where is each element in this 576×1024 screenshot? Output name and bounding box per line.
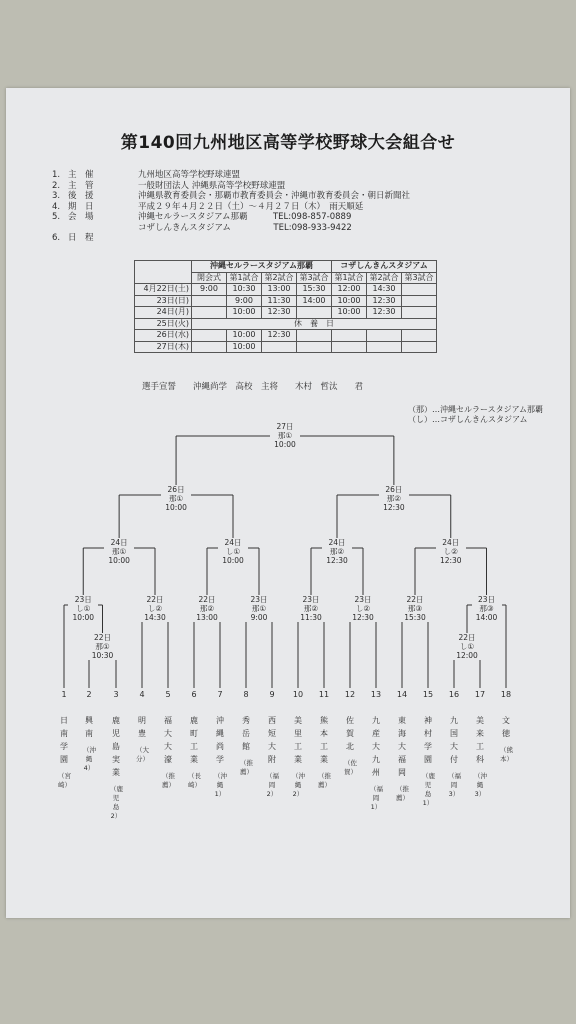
team-entry bbox=[136, 688, 148, 764]
team-entry bbox=[266, 688, 278, 799]
match-label-r1e bbox=[296, 595, 326, 622]
schedule-time: 10:30 bbox=[227, 284, 262, 296]
schedule-time: 13:00 bbox=[262, 284, 297, 296]
team-entry bbox=[214, 688, 226, 799]
schedule-time: 10:00 bbox=[332, 307, 367, 319]
match-label-line: 22日 bbox=[93, 633, 112, 642]
schedule-time: 12:00 bbox=[332, 284, 367, 296]
spacer bbox=[58, 701, 70, 714]
match-label-line: 14:30 bbox=[144, 613, 166, 622]
match-label-qf3 bbox=[322, 538, 352, 565]
team-number: 2 bbox=[86, 690, 92, 699]
team-number: 6 bbox=[191, 690, 197, 699]
match-label-line: 10:00 bbox=[108, 556, 130, 565]
header-num: 3. bbox=[52, 191, 61, 201]
team-name-char: 九 bbox=[372, 755, 380, 764]
team-name-char: 尚 bbox=[216, 742, 224, 751]
match-label-r1b bbox=[140, 595, 170, 622]
team-number: 17 bbox=[474, 690, 486, 699]
team-number: 15 bbox=[422, 690, 434, 699]
team-name-char: 徳 bbox=[502, 729, 510, 738]
slot-header: 第3試合 bbox=[297, 272, 332, 284]
schedule-time: 10:00 bbox=[227, 341, 262, 353]
schedule-date: 24日(月) bbox=[135, 307, 192, 319]
match-label-r1g bbox=[400, 595, 430, 622]
schedule-time: 9:00 bbox=[192, 284, 227, 296]
spacer bbox=[396, 701, 408, 714]
schedule-time: 14:30 bbox=[367, 284, 402, 296]
schedule-date: 4月22日(土) bbox=[135, 284, 192, 296]
team-name-char: 沖 bbox=[216, 716, 224, 725]
match-label-line: し① bbox=[76, 604, 91, 613]
header-label: 主 催 bbox=[68, 170, 94, 180]
spacer bbox=[422, 701, 434, 714]
team-name-char: 豊 bbox=[138, 729, 146, 738]
team-entry bbox=[370, 688, 382, 812]
venue-header: コザしんきんスタジアム bbox=[332, 261, 437, 273]
team-name-char: 学 bbox=[424, 742, 432, 751]
spacer bbox=[162, 701, 174, 714]
match-label-line: 那② bbox=[329, 547, 345, 556]
team-name-char: 州 bbox=[372, 768, 380, 777]
schedule-time: 12:30 bbox=[262, 307, 297, 319]
match-label-line: 23日 bbox=[354, 595, 372, 604]
match-label-line: 那② bbox=[386, 494, 401, 503]
match-label-line: 23日 bbox=[302, 595, 320, 604]
team-name-char: 岳 bbox=[242, 729, 250, 738]
team-name-char: 工 bbox=[294, 742, 302, 751]
spacer bbox=[370, 701, 382, 714]
team-name-char: 村 bbox=[424, 729, 432, 738]
schedule-time: 12:30 bbox=[262, 330, 297, 342]
match-label-sf2 bbox=[379, 485, 409, 512]
team-name-char: 工 bbox=[320, 742, 328, 751]
team-name-char: 大 bbox=[450, 742, 458, 751]
slot-header: 第3試合 bbox=[402, 272, 437, 284]
team-name-char: 園 bbox=[424, 755, 432, 764]
team-name-char: 業 bbox=[112, 768, 120, 777]
team-name-char: 島 bbox=[112, 742, 120, 751]
team-name-char: 濠 bbox=[164, 755, 172, 764]
match-label-r1a bbox=[68, 595, 98, 622]
match-label-line: し② bbox=[355, 604, 371, 613]
schedule-date: 26日(水) bbox=[135, 330, 192, 342]
match-label-line: 24日 bbox=[224, 538, 242, 547]
match-label-line: 23日 bbox=[250, 595, 268, 604]
team-name-char: 明 bbox=[138, 716, 146, 725]
spacer bbox=[292, 701, 304, 714]
team-prefecture: （推薦） bbox=[318, 772, 331, 789]
team-number: 5 bbox=[165, 690, 171, 699]
match-label-line: 14:00 bbox=[475, 613, 498, 622]
schedule-time: 9:00 bbox=[227, 295, 262, 307]
team-number: 10 bbox=[292, 690, 304, 699]
match-label-line: し① bbox=[459, 642, 475, 651]
team-name-char: 九 bbox=[372, 716, 380, 725]
match-label-line: 26日 bbox=[167, 485, 185, 494]
team-prefecture: （沖縄2） bbox=[292, 772, 305, 798]
match-label-line: 10:00 bbox=[165, 503, 187, 512]
spacer bbox=[474, 701, 486, 714]
team-prefecture: （沖縄4） bbox=[83, 746, 96, 772]
slot-header: 開会式 bbox=[192, 272, 227, 284]
team-entry bbox=[448, 688, 460, 799]
team-name-char: 館 bbox=[242, 742, 250, 751]
match-label-line: 13:00 bbox=[196, 613, 218, 622]
match-label-line: 那① bbox=[112, 547, 127, 556]
team-prefecture: （推薦） bbox=[162, 772, 175, 789]
team-name-char: 福 bbox=[164, 716, 172, 725]
team-entry bbox=[500, 688, 512, 764]
team-entry bbox=[396, 688, 408, 803]
team-entry bbox=[240, 688, 252, 777]
slot-header: 第2試合 bbox=[367, 272, 402, 284]
match-label-line: 22日 bbox=[406, 595, 424, 604]
legend-koza: （し）…コザしんきんスタジアム bbox=[408, 415, 528, 424]
match-label-line: 那① bbox=[168, 494, 184, 503]
header-label: 主 管 bbox=[68, 180, 94, 191]
match-label-line: 12:30 bbox=[383, 503, 405, 512]
team-prefecture: （福岡2） bbox=[266, 772, 279, 798]
tournament-sheet bbox=[6, 88, 570, 918]
match-label-r1f bbox=[348, 595, 378, 622]
team-number: 11 bbox=[318, 690, 330, 699]
match-label-sf1 bbox=[161, 485, 191, 512]
team-name-char: 神 bbox=[424, 716, 432, 725]
team-prefecture: （長崎） bbox=[188, 772, 201, 789]
team-prefecture: （沖縄1） bbox=[214, 772, 227, 798]
spacer bbox=[240, 701, 252, 714]
team-prefecture: （沖縄3） bbox=[474, 772, 487, 798]
team-prefecture: （熊本） bbox=[500, 746, 513, 763]
match-label-line: 12:30 bbox=[439, 556, 462, 565]
header-value: 一般財団法人 沖縄県高等学校野球連盟 bbox=[138, 180, 286, 191]
spacer bbox=[318, 701, 330, 714]
spacer bbox=[344, 701, 356, 714]
header-num: 6. bbox=[52, 233, 61, 243]
team-prefecture: （福岡1） bbox=[370, 785, 383, 811]
team-name-char: 興 bbox=[85, 716, 93, 725]
team-prefecture: （福岡3） bbox=[448, 772, 461, 798]
match-label-line: 24日 bbox=[328, 538, 346, 547]
team-prefecture: （鹿児島2） bbox=[110, 785, 123, 820]
team-entry bbox=[292, 688, 304, 799]
header-label: 後 援 bbox=[68, 191, 94, 201]
team-number: 3 bbox=[113, 690, 119, 699]
spacer bbox=[214, 701, 226, 714]
header-num: 1. bbox=[52, 170, 61, 180]
header-num: 5. bbox=[52, 212, 61, 222]
team-name-char: 南 bbox=[60, 729, 68, 738]
team-name-char: 文 bbox=[502, 716, 510, 725]
match-label-line: 那① bbox=[251, 604, 267, 613]
team-name-char: 賀 bbox=[346, 729, 354, 738]
team-name-char: 国 bbox=[450, 729, 458, 738]
match-label-r1c bbox=[192, 595, 222, 622]
header-value: 沖縄県教育委員会・那覇市教育委員会・沖縄市教育委員会・朝日新聞社 bbox=[138, 191, 411, 201]
page-title: 第140回九州地区高等学校野球大会組合せ bbox=[120, 133, 456, 153]
team-name-char: 鹿 bbox=[112, 716, 120, 725]
header-label: 会 場 bbox=[68, 212, 94, 222]
team-name-char: 実 bbox=[112, 755, 120, 764]
match-label-line: 那③ bbox=[479, 604, 494, 613]
match-label-line: 那② bbox=[303, 604, 319, 613]
team-name-char: 熊 bbox=[320, 716, 328, 725]
schedule-time: 10:00 bbox=[227, 307, 262, 319]
team-name-char: 大 bbox=[268, 742, 276, 751]
team-entry bbox=[422, 688, 434, 808]
match-label-line: し② bbox=[443, 547, 458, 556]
match-label-line: 22日 bbox=[458, 633, 476, 642]
slot-header: 第2試合 bbox=[262, 272, 297, 284]
team-number: 18 bbox=[500, 690, 512, 699]
team-number: 16 bbox=[448, 690, 460, 699]
team-entry bbox=[474, 688, 486, 799]
schedule-time: 12:30 bbox=[367, 307, 402, 319]
team-name-char: 美 bbox=[476, 716, 484, 725]
slot-header: 第1試合 bbox=[332, 272, 367, 284]
match-label-line: し① bbox=[225, 547, 241, 556]
team-name-char: 秀 bbox=[242, 716, 250, 725]
spacer bbox=[110, 701, 122, 714]
spacer bbox=[188, 701, 200, 714]
slot-header: 第1試合 bbox=[227, 272, 262, 284]
team-entry bbox=[318, 688, 330, 790]
team-name-char: 里 bbox=[294, 729, 302, 738]
team-entry bbox=[344, 688, 356, 777]
team-name-char: 大 bbox=[398, 742, 406, 751]
match-label-line: 15:30 bbox=[404, 613, 426, 622]
team-name-char: 児 bbox=[112, 729, 120, 738]
team-name-char: 本 bbox=[320, 729, 328, 738]
legend-naha: （那）…沖縄セルラースタジアム那覇 bbox=[408, 405, 544, 414]
match-label-line: 12:30 bbox=[352, 613, 374, 622]
team-prefecture: （佐賀） bbox=[344, 759, 357, 776]
team-name-char: 東 bbox=[398, 716, 406, 725]
venue-header: 沖縄セルラースタジアム那覇 bbox=[192, 261, 332, 273]
spacer bbox=[448, 701, 460, 714]
match-label-line: 26日 bbox=[385, 485, 403, 494]
schedule-date: 27日(木) bbox=[135, 341, 192, 353]
match-label-line: 9:00 bbox=[250, 613, 268, 622]
team-prefecture: （宮崎） bbox=[58, 772, 71, 789]
match-label-line: 24日 bbox=[110, 538, 128, 547]
team-name-char: 縄 bbox=[216, 729, 224, 738]
team-name-char: 海 bbox=[398, 729, 406, 738]
team-name-char: 業 bbox=[320, 755, 328, 764]
team-number: 13 bbox=[370, 690, 382, 699]
match-label-pre1 bbox=[88, 633, 118, 660]
team-name-char: 大 bbox=[164, 742, 172, 751]
header-value: 平成２９年４月２２日（土）〜４月２７日（木） 雨天順延 bbox=[138, 201, 364, 212]
team-name-char: 学 bbox=[60, 742, 68, 751]
header-label: 期 日 bbox=[68, 201, 94, 212]
match-label-final bbox=[270, 422, 300, 449]
match-label-qf1 bbox=[104, 538, 134, 565]
team-name-char: 大 bbox=[372, 742, 380, 751]
spacer bbox=[500, 701, 512, 714]
player-oath: 選手宣誓 沖縄尚学 高校 主将 木村 哲汰 君 bbox=[142, 382, 364, 392]
match-label-line: 23日 bbox=[74, 595, 92, 604]
team-prefecture: （大分） bbox=[136, 746, 149, 763]
team-number: 9 bbox=[269, 690, 275, 699]
match-label-line: 11:30 bbox=[300, 613, 322, 622]
team-name-char: 業 bbox=[190, 755, 198, 764]
team-number: 14 bbox=[396, 690, 408, 699]
team-name-char: 付 bbox=[450, 755, 458, 764]
match-label-line: 那② bbox=[199, 604, 215, 613]
match-label-line: し② bbox=[147, 604, 163, 613]
header-num: 4. bbox=[52, 201, 61, 212]
rest-day: 休 養 日 bbox=[192, 318, 437, 330]
match-label-line: 10:00 bbox=[274, 440, 296, 449]
team-name-char: 来 bbox=[476, 729, 484, 738]
team-name-char: 科 bbox=[476, 755, 484, 764]
schedule-date: 23日(日) bbox=[135, 295, 192, 307]
match-label-r1h bbox=[472, 595, 502, 622]
schedule-time: 10:00 bbox=[227, 330, 262, 342]
team-number: 8 bbox=[243, 690, 249, 699]
schedule-date: 25日(火) bbox=[135, 318, 192, 330]
team-name-char: 産 bbox=[372, 729, 380, 738]
team-name-char: 工 bbox=[476, 742, 484, 751]
match-label-pre2 bbox=[452, 633, 482, 660]
match-label-line: 24日 bbox=[442, 538, 460, 547]
team-number: 12 bbox=[344, 690, 356, 699]
team-number: 7 bbox=[217, 690, 223, 699]
header-num: 2. bbox=[52, 180, 61, 191]
match-label-r1d bbox=[244, 595, 274, 622]
match-label-line: 10:30 bbox=[91, 651, 114, 660]
team-name-char: 附 bbox=[268, 755, 276, 764]
spacer bbox=[83, 701, 95, 714]
team-prefecture: （推薦） bbox=[396, 785, 409, 802]
team-name-char: 業 bbox=[294, 755, 302, 764]
spacer bbox=[136, 701, 148, 714]
schedule-time: 10:00 bbox=[332, 295, 367, 307]
schedule-time: 11:30 bbox=[262, 295, 297, 307]
header-value: 沖縄セルラースタジアム那覇 TEL:098-857-0889 bbox=[138, 212, 352, 222]
team-name-char: 佐 bbox=[346, 716, 354, 725]
team-entry bbox=[188, 688, 200, 790]
team-name-char: 西 bbox=[268, 716, 276, 725]
team-name-char: 園 bbox=[60, 755, 68, 764]
team-entry bbox=[110, 688, 122, 821]
team-entry bbox=[58, 688, 70, 790]
match-label-line: 12:30 bbox=[326, 556, 348, 565]
header-value: 九州地区高等学校野球連盟 bbox=[138, 170, 241, 180]
match-label-line: 那① bbox=[277, 431, 293, 440]
team-name-char: 日 bbox=[60, 716, 68, 725]
team-name-char: 学 bbox=[216, 755, 224, 764]
team-name-char: 大 bbox=[164, 729, 172, 738]
schedule-time: 15:30 bbox=[297, 284, 332, 296]
team-name-char: 短 bbox=[268, 729, 276, 738]
team-prefecture: （推薦） bbox=[240, 759, 253, 776]
schedule-time: 12:30 bbox=[367, 295, 402, 307]
team-name-char: 鹿 bbox=[190, 716, 198, 725]
team-number: 4 bbox=[139, 690, 145, 699]
spacer bbox=[266, 701, 278, 714]
team-number: 1 bbox=[61, 690, 67, 699]
match-label-line: 22日 bbox=[198, 595, 216, 604]
team-name-char: 九 bbox=[450, 716, 458, 725]
team-entry bbox=[83, 688, 95, 773]
team-name-char: 福 bbox=[398, 755, 406, 764]
match-label-line: 10:00 bbox=[222, 556, 244, 565]
team-name-char: 工 bbox=[190, 742, 198, 751]
schedule-time: 14:00 bbox=[297, 295, 332, 307]
team-entry bbox=[162, 688, 174, 790]
match-label-qf2 bbox=[218, 538, 248, 565]
match-label-line: 22日 bbox=[146, 595, 164, 604]
header-label: 日 程 bbox=[68, 233, 94, 243]
match-label-line: 12:00 bbox=[456, 651, 478, 660]
match-label-line: 那③ bbox=[407, 604, 423, 613]
match-label-line: 23日 bbox=[477, 595, 496, 604]
team-name-char: 岡 bbox=[398, 768, 406, 777]
match-label-line: 那① bbox=[95, 642, 110, 651]
team-name-char: 町 bbox=[190, 729, 198, 738]
header-value: コザしんきんスタジアム TEL:098-933-9422 bbox=[138, 222, 352, 233]
team-prefecture: （鹿児島1） bbox=[422, 772, 435, 807]
team-name-char: 南 bbox=[85, 729, 93, 738]
team-name-char: 北 bbox=[346, 742, 354, 751]
match-label-line: 10:00 bbox=[72, 613, 95, 622]
match-label-qf4 bbox=[436, 538, 466, 565]
team-name-char: 美 bbox=[294, 716, 302, 725]
match-label-line: 27日 bbox=[276, 422, 294, 431]
